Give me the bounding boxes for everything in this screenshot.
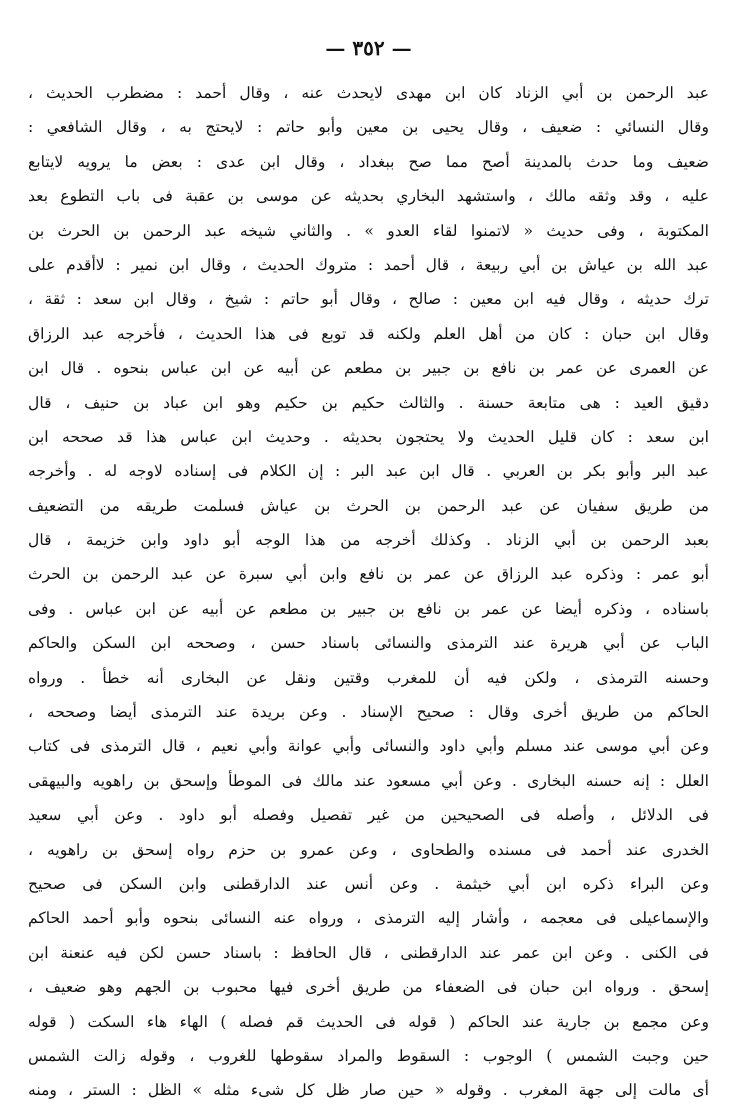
text-line: الحاكم من طريق أخرى وقال : صحيح الإسناد . وعن بريدة عند الترمذى أيضا وصححه ، (28, 703, 709, 722)
text-line: ترك حديثه ، وقال فيه ابن معين : صالح ، وقال أبو حاتم : شيخ ، وقال ابن سعد : ثقة ، (28, 290, 709, 309)
text-line: عبد الرحمن بن أبي الزناد كان ابن مهدى لايحدث عنه ، وقال أحمد : مضطرب الحديث ، (28, 84, 709, 102)
text-line: الخدرى عند أحمد فى مسنده والطحاوى ، وعن عمرو بن حزم رواه إسحق بن راهويه ، (28, 840, 709, 859)
text-line: أى مالت إلى جهة المغرب . وقوله « حين صار ظل كل شىء مثله » الظل : الستر ، ومنه (28, 1081, 709, 1100)
page-number: — ٣٥٢ — (325, 36, 412, 60)
text-line: الباب عن أبي هريرة عند الترمذى والنسائى باسناد حسن ، وصححه ابن السكن والحاكم (28, 634, 709, 653)
text-line: وعن مجمع بن جارية عند الحاكم ( قوله فى الحديث قم فصله ) الهاء هاء السكت ( قوله (28, 1012, 709, 1031)
text-line: وعن أبي موسى عند مسلم وأبي داود والنسائى وأبي عوانة وأبي نعيم ، قال الترمذى فى كتاب (28, 737, 709, 756)
text-line: أبو عمر : وذكره عبد الرزاق عن عمر بن نافع وابن أبي سبرة عن عبد الرحمن بن الحرث (28, 565, 709, 584)
text-line: وقال ابن حبان : كان من أهل العلم ولكنه قد توبع فى هذا الحديث ، فأخرجه عبد الرزاق (28, 324, 709, 343)
text-line: المكتوبة ، وفى حديث « لاتمنوا لقاء العدو » . والثاني شيخه عبد الرحمن بن الحرث بن (28, 221, 709, 240)
text-line: عبد الله بن عياش بن أبي ربيعة ، قال أحمد : متروك الحديث ، وقال ابن نمير : لاأقدم على (28, 255, 709, 274)
text-line: والإسماعيلى فى معجمه ، وأشار إليه الترمذى ، ورواه عنه النسائى بنحوه وأبو أحمد الحاكم (28, 909, 709, 928)
text-line: ابن سعد : كان قليل الحديث ولا يحتجون بحديثه . وحديث ابن عباس هذا قد صححه ابن (28, 427, 709, 446)
text-line: إسحق . ورواه ابن حبان فى الضعفاء من طريق أخرى فيها محبوب بن الجهم وهو ضعيف ، (28, 978, 709, 997)
text-line: عليه ، وقد وثقه مالك ، واستشهد البخاري بحديثه عن موسى بن عقبة فى باب التطوع بعد (28, 187, 709, 206)
text-line: العلل : إنه حسنه البخارى . وعن أبي مسعود عند مالك فى الموطأ وإسحق بن راهويه والبيهقى (28, 771, 709, 790)
text-line: ضعيف وما حدث بالمدينة أصح مما صح ببغداد ، وقال ابن عدى : بعض ما يرويه لايتابع (28, 152, 709, 171)
body-text (28, 76, 709, 1108)
text-line: حين وجبت الشمس ) الوجوب : السقوط والمراد سقوطها للغروب ، وقوله زالت الشمس (28, 1046, 709, 1065)
text-line: وعن البراء ذكره ابن أبي خيثمة . وعن أنس عند الدارقطنى وابن السكن فى صحيح (28, 874, 709, 893)
text-line: عن العمرى عن عمر بن نافع بن جبير بن مطعم عن أبيه عن ابن عباس بنحوه . قال ابن (28, 359, 709, 378)
text-line: من طريق سفيان عن عبد الرحمن بن الحرث بن عياش فسلمت طريقه من التضعيف (28, 496, 709, 515)
text-line: وحسنه الترمذى ، ولكن فيه أن للمغرب وقتين ونقل عن البخارى أنه خطأ . ورواه (28, 668, 709, 687)
text-line: وقال النسائي : ضعيف ، وقال يحيى بن معين وأبو حاتم : لايحتج به ، وقال الشافعي : (28, 118, 709, 137)
text-line: دقيق العيد : هى متابعة حسنة . والثالث حكيم بن حكيم وهو ابن عباد بن حنيف ، قال (28, 393, 709, 412)
text-line: عبد البر وأبو بكر بن العربي . قال ابن عبد البر : إن الكلام فى إسناده لاوجه له . وأخرجه (28, 462, 709, 481)
text-line: فى الكنى . وعن ابن عمر عند الدارقطنى ، قال الحافظ : باسناد حسن لكن فيه عنعنة ابن (28, 943, 709, 962)
text-line: بعبد الرحمن بن أبي الزناد . وكذلك أخرجه من هذا الوجه أبو داود وابن خزيمة ، قال (28, 531, 709, 550)
text-line: باسناده ، وذكره أيضا عن عمر بن نافع بن جبير بن مطعم عن أبيه عن ابن عباس . وفى (28, 599, 709, 618)
book-page (28, 28, 709, 1100)
text-line: فى الدلائل ، وأصله فى الصحيحين من غير تفصيل وفصله أبو داود . وعن أبي سعيد (28, 806, 709, 825)
